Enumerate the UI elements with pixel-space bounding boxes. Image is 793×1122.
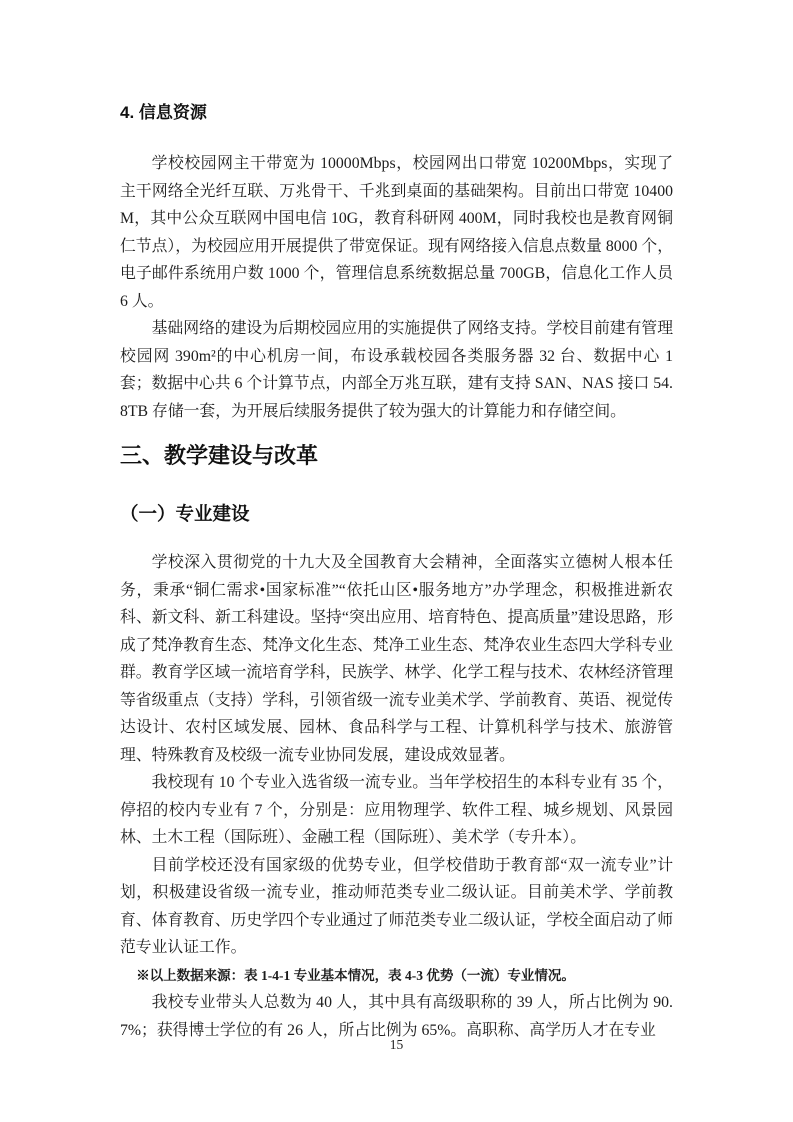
paragraph-major-overview: 学校深入贯彻党的十九大及全国教育大会精神，全面落实立德树人根本任务，秉承“铜仁需求•国家标准”“依托山区•服务地方”办学理念，积极推进新农科、新文科、新工科建设。坚持“突出应用、培育特色、提高质量”建设思路，形成了梵净教育生态、梵净文化生态、梵净工业生态、梵净农业生态四大学科专业群。教育学区域一流培育学科，民族学、林学、化学工程与技术、农林经济管理等省级重点（支持）学科，引领省级一流专业美术学、学前教育、英语、视觉传达设计、农村区域发展、园林、食品科学与工程、计算机科学与技术、旅游管理、特殊教育及校级一流专业协同发展，建设成效显著。 [120, 554, 673, 764]
paragraph-certification: 目前学校还没有国家级的优势专业，但学校借助于教育部“双一流专业”计划，积极建设省级一流专业，推动师范类专业二级认证。目前美术学、学前教育、体育教育、历史学四个专业通过了师范类专业二级认证，学校全面启动了师范专业认证工作。 [120, 856, 673, 956]
page-number: 15 [389, 1037, 404, 1052]
paragraph-network-infrastructure: 基础网络的建设为后期校园应用的实施提供了网络支持。学校目前建有管理校园网 390m²的中心机房一间，布设承载校园各类服务器 32 台、数据中心 1 套；数据中心共 6 个计算节点，内部全万兆互联，建有支持 SAN、NAS 接口 54.8TB 存储一套，为开展后续服务提供了较为强大的计算能力和存储空间。 [120, 320, 673, 420]
paragraph-major-counts: 我校现有 10 个专业入选省级一流专业。当年学校招生的本科专业有 35 个，停招的校内专业有 7 个，分别是：应用物理学、软件工程、城乡规划、风景园林、土木工程（国际班）、金融工程（国际班）、美术学（专升本）。 [120, 774, 673, 846]
page-content [120, 101, 673, 1044]
paragraph-major-leaders: 我校专业带头人总数为 40 人，其中具有高级职称的 39 人，所占比例为 90.7%；获得博士学位的有 26 人，所占比例为 65%。高职称、高学历人才在专业 [120, 994, 673, 1039]
data-source-note: ※以上数据来源：表 1-4-1 专业基本情况，表 4-3 优势（一流）专业情况。 [136, 967, 575, 983]
subsection-heading-major-construction: （一）专业建设 [120, 503, 250, 524]
section-heading-info-resources: 4. 信息资源 [120, 103, 207, 122]
paragraph-campus-network: 学校校园网主干带宽为 10000Mbps，校园网出口带宽 10200Mbps，实现了主干网络全光纤互联、万兆骨干、千兆到桌面的基础架构。目前出口带宽 10400M，其中公众互联网中国电信 10G，教育科研网 400M，同时我校也是教育网铜仁节点），为校园应用开展提供了带宽保证。现有网络接入信息点数量 8000 个，电子邮件系统用户数 1000 个，管理信息系统数据总量 700GB，信息化工作人员 6 人。 [120, 155, 673, 310]
chapter-heading-teaching-construction: 三、教学建设与改革 [120, 443, 319, 468]
